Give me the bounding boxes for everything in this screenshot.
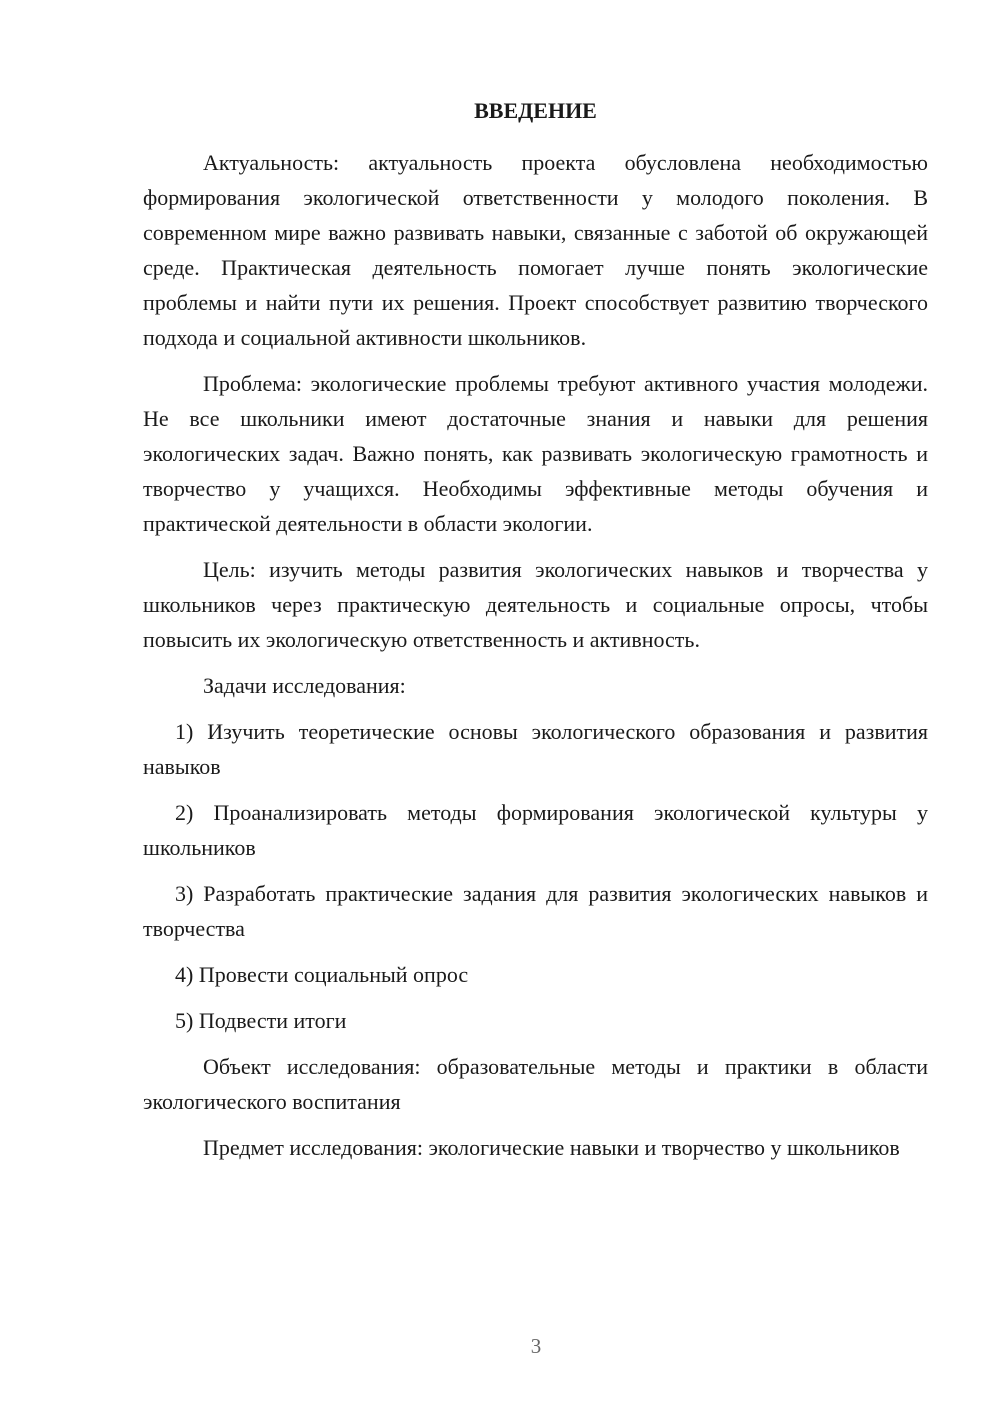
tasks-list [143,714,928,1038]
paragraph-relevance: Актуальность: актуальность проекта обусловлена необходимостью формирования экологической ответственности у молодого поколения. В современном мире важно развивать навыки, связанные с заботой об окружающей среде. Практическая деятельность помогает лучше понять экологические проблемы и найти пути их решения. Проект способствует развитию творческого подхода и социальной активности школьников. [143,150,928,350]
list-item: 4) Провести социальный опрос [175,962,469,987]
page-number: 3 [530,1334,542,1358]
paragraph-object: Объект исследования: образовательные методы и практики в области экологического воспитания [143,1054,928,1114]
paragraph-goal: Цель: изучить методы развития экологических навыков и творчества у школьников через практическую деятельность и социальные опросы, чтобы повысить их экологическую ответственность и активность. [143,557,928,652]
document-body [143,93,928,1176]
page-title: ВВЕДЕНИЕ [474,98,597,123]
paragraph-subject: Предмет исследования: экологические навыки и творчество у школьников [203,1135,900,1160]
list-item: 1) Изучить теоретические основы экологического образования и развития навыков [143,719,928,779]
paragraph-problem: Проблема: экологические проблемы требуют активного участия молодежи. Не все школьники имеют достаточные знания и навыки для решения экологических задач. Важно понять, как развивать экологическую грамотность и творчество у учащихся. Необходимы эффективные методы обучения и практической деятельности в области экологии. [143,371,928,536]
paragraph-tasks-heading: Задачи исследования: [203,673,406,698]
list-item: 2) Проанализировать методы формирования экологической культуры у школьников [143,800,928,860]
list-item: 3) Разработать практические задания для развития экологических навыков и творчества [143,881,928,941]
list-item: 5) Подвести итоги [175,1008,347,1033]
